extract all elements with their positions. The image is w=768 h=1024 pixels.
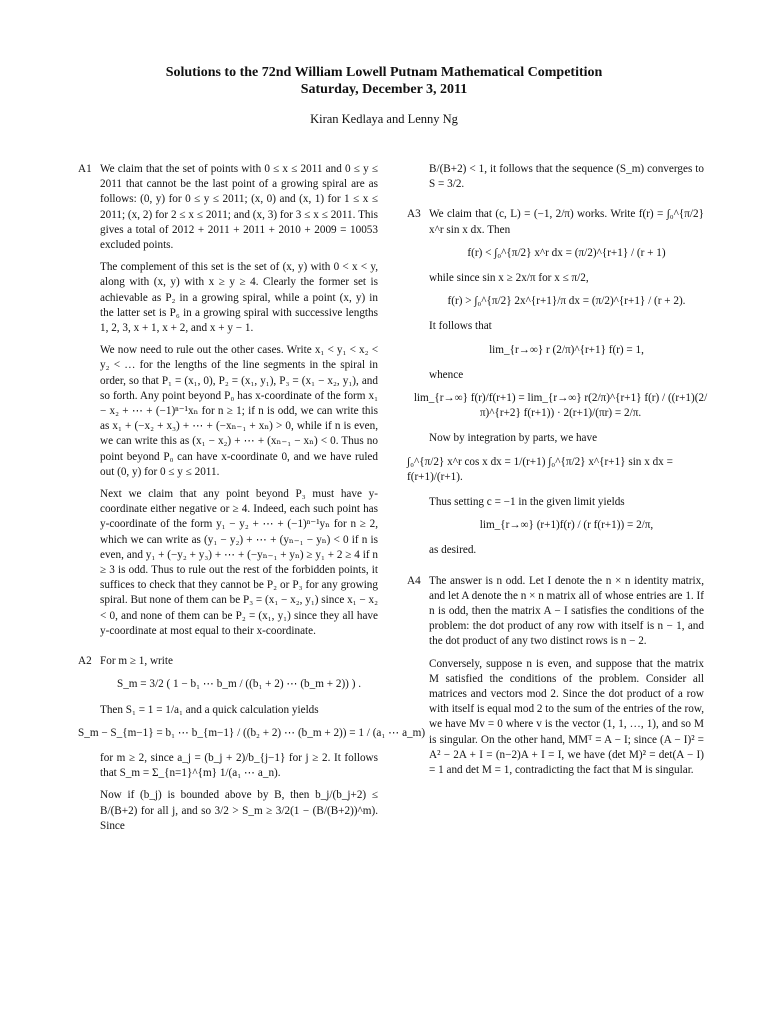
problem-a2-continued: [407, 162, 704, 192]
paragraph: as desired.: [429, 544, 477, 557]
paragraph: Now if (b_j) is bounded above by B, then b_j/(b_j+2) ≤ B/(B+2) for all j, and so 3/2 > S_m ≥ 3/2(1 − (B/(B+2))^m). Since: [100, 789, 378, 832]
paragraph: Now by integration by parts, we have: [429, 432, 598, 445]
paragraph: Conversely, suppose n is even, and suppose that the matrix M satisfied the conditions of the problem. Consider all matrices and vectors mod 2. Since the dot product of a row with itself is equal mod 2 to the sum of the entries of the row, we have Mv = 0 where v is the vector (1, 1, …, 1), and so M is singular. On the other hand, MMᵀ = A − I; since (A − I)² = A² − 2A + I = (n−2)A + I = I, we have (det M)² = det(A − I) = 1 and det M = 1, contradicting the fact that M is singular.: [429, 657, 704, 777]
authors: Kiran Kedlaya and Lenny Ng: [310, 112, 458, 126]
paragraph: We now need to rule out the other cases. Write x₁ < y₁ < x₂ < y₂ < … for the lengths of the line segments in the spiral in order, so that P₁ = (x₁, 0), P₂ = (x₁, y₁), P₃ = (x₁ − x₂, y₁), and so forth. Any point beyond P₀ has x-coordinate of the form x₁ − x₂ + ⋯ + (−1)ⁿ⁻¹xₙ for n ≥ 1; if n is odd, we can write this as x₁ + (−x₂ + x₃) + ⋯ + (−xₙ₋₁ + xₙ) > 0, while if n is even, we can write this as (x₁ − x₂) + ⋯ + (xₙ₋₁ − xₙ) < 0. Thus no point beyond P₀ can have x-coordinate 0, and we have ruled out (0, y) for 0 ≤ y ≤ 2011.: [100, 344, 378, 478]
paragraph: B/(B+2) < 1, it follows that the sequence (S_m) converges to S = 3/2.: [429, 163, 704, 191]
paragraph: For m ≥ 1, write: [100, 655, 173, 668]
equation: f(r) > ∫₀^{π/2} 2x^{r+1}/π dx = (π/2)^{r+1} / (r + 2).: [447, 295, 686, 308]
problem-label: A1: [78, 163, 92, 175]
paragraph: The complement of this set is the set of (x, y) with 0 < x < y, along with (x, y) with x ≥ y ≥ 4. Clearly the former set is achievable as P₂ in a growing spiral, while a point (x, y) in the latter set is P₆ in a growing spiral with successive lengths 1, 2, 3, x + 1, x + 2, and x + y − 1.: [100, 261, 378, 335]
problem-label: A4: [407, 574, 421, 587]
paragraph: Thus setting c = −1 in the given limit yields: [429, 496, 625, 509]
problem-a2: [78, 654, 426, 834]
right-column: [407, 162, 708, 785]
paragraph: while since sin x ≥ 2x/π for x ≤ π/2,: [429, 272, 589, 285]
problem-a3: [407, 207, 708, 558]
paragraph: We claim that the set of points with 0 ≤ x ≤ 2011 and 0 ≤ y ≤ 2011 that cannot be the last point of a growing spiral are as follows: (0, y) for 0 ≤ y ≤ 2011; (x, 0) and (x, 1) for 1 ≤ x ≤ 2011; (x, 2) for 2 ≤ x ≤ 2011; and (x, 3) for 3 ≤ x ≤ 2011. This gives a total of 2012 + 2011 + 2011 + 2010 + 2009 = 10053 excluded points.: [100, 163, 378, 252]
equation: S_m − S_{m−1} = b₁ ⋯ b_{m−1} / ((b₂ + 2) ⋯ (b_m + 2)) = 1 / (a₁ ⋯ a_m): [78, 726, 426, 739]
paragraph: for m ≥ 2, since a_j = (b_j + 2)/b_{j−1} for j ≥ 2. It follows that S_m = Σ_{n=1}^{m} 1/(a₁ ⋯ a_n).: [100, 751, 378, 780]
paragraph: whence: [429, 368, 464, 381]
equation: S_m = 3/2 ( 1 − b₁ ⋯ b_m / ((b₁ + 2) ⋯ (b_m + 2)) ) .: [116, 678, 362, 691]
paragraph: Then S₁ = 1 = 1/a₁ and a quick calculation yields: [100, 703, 319, 716]
title-line-2: Saturday, December 3, 2011: [300, 82, 468, 97]
paragraph: Next we claim that any point beyond P₃ must have y-coordinate either negative or ≥ 4. Indeed, each such point has y-coordinate of the form y₁ − y₂ + ⋯ + (−1)ⁿ⁻¹yₙ for n ≥ 2, which we can write as (y₁ − y₂) + ⋯ + (yₙ₋₁ − yₙ) < 0 if n is even, and y₁ + (−y₂ + y₃) + ⋯ + (−yₙ₋₁ + yₙ) ≥ y₁ + 2 ≥ 4 if n ≥ 3 is odd. Thus to rule out the rest of the forbidden points, it suffices to check that they cannot be P₂ or P₃ for any growing spiral. But none of them can be P₃ = (x₁ − x₂, y₁) since x₁ − x₂ < 0, and none of them can be P₂ = (x₁, y₁) since they all have y-coordinate at most equal to their x-coordinate.: [100, 488, 378, 637]
paragraph: The answer is n odd. Let I denote the n × n identity matrix, and let A denote the n × n matrix all of whose entries are 1. If n is odd, then the matrix A − I satisfies the conditions of the problem: the dot product of any row with itself is n − 1, and the dot product of any two distinct rows is n − 2.: [429, 574, 704, 648]
equation: lim_{r→∞} r (2/π)^{r+1} f(r) = 1,: [489, 343, 644, 356]
equation: ∫₀^{π/2} x^r cos x dx = 1/(r+1) ∫₀^{π/2} x^{r+1} sin x dx = f(r+1)/(r+1).: [407, 455, 673, 483]
title-line-1: Solutions to the 72nd William Lowell Putnam Mathematical Competition: [165, 65, 603, 80]
problem-a4: [407, 574, 704, 779]
paragraph: We claim that (c, L) = (−1, 2/π) works. Write f(r) = ∫₀^{π/2} x^r sin x dx. Then: [429, 208, 704, 236]
problem-label: A3: [407, 208, 421, 221]
problem-label: A2: [78, 655, 92, 668]
problem-a1: [78, 162, 378, 639]
equation: lim_{r→∞} f(r)/f(r+1) = lim_{r→∞} r(2/π)^{r+1} f(r) / ((r+1)(2/π)^{r+2} f(r+1)) · 2(r+1)/(πr) = 2/π.: [413, 392, 708, 420]
equation: lim_{r→∞} (r+1)f(r) / (r f(r+1)) = 2/π,: [479, 519, 654, 532]
document-title: [0, 64, 768, 98]
equation: f(r) < ∫₀^{π/2} x^r dx = (π/2)^{r+1} / (r + 1): [467, 246, 666, 259]
paragraph: It follows that: [429, 320, 492, 333]
